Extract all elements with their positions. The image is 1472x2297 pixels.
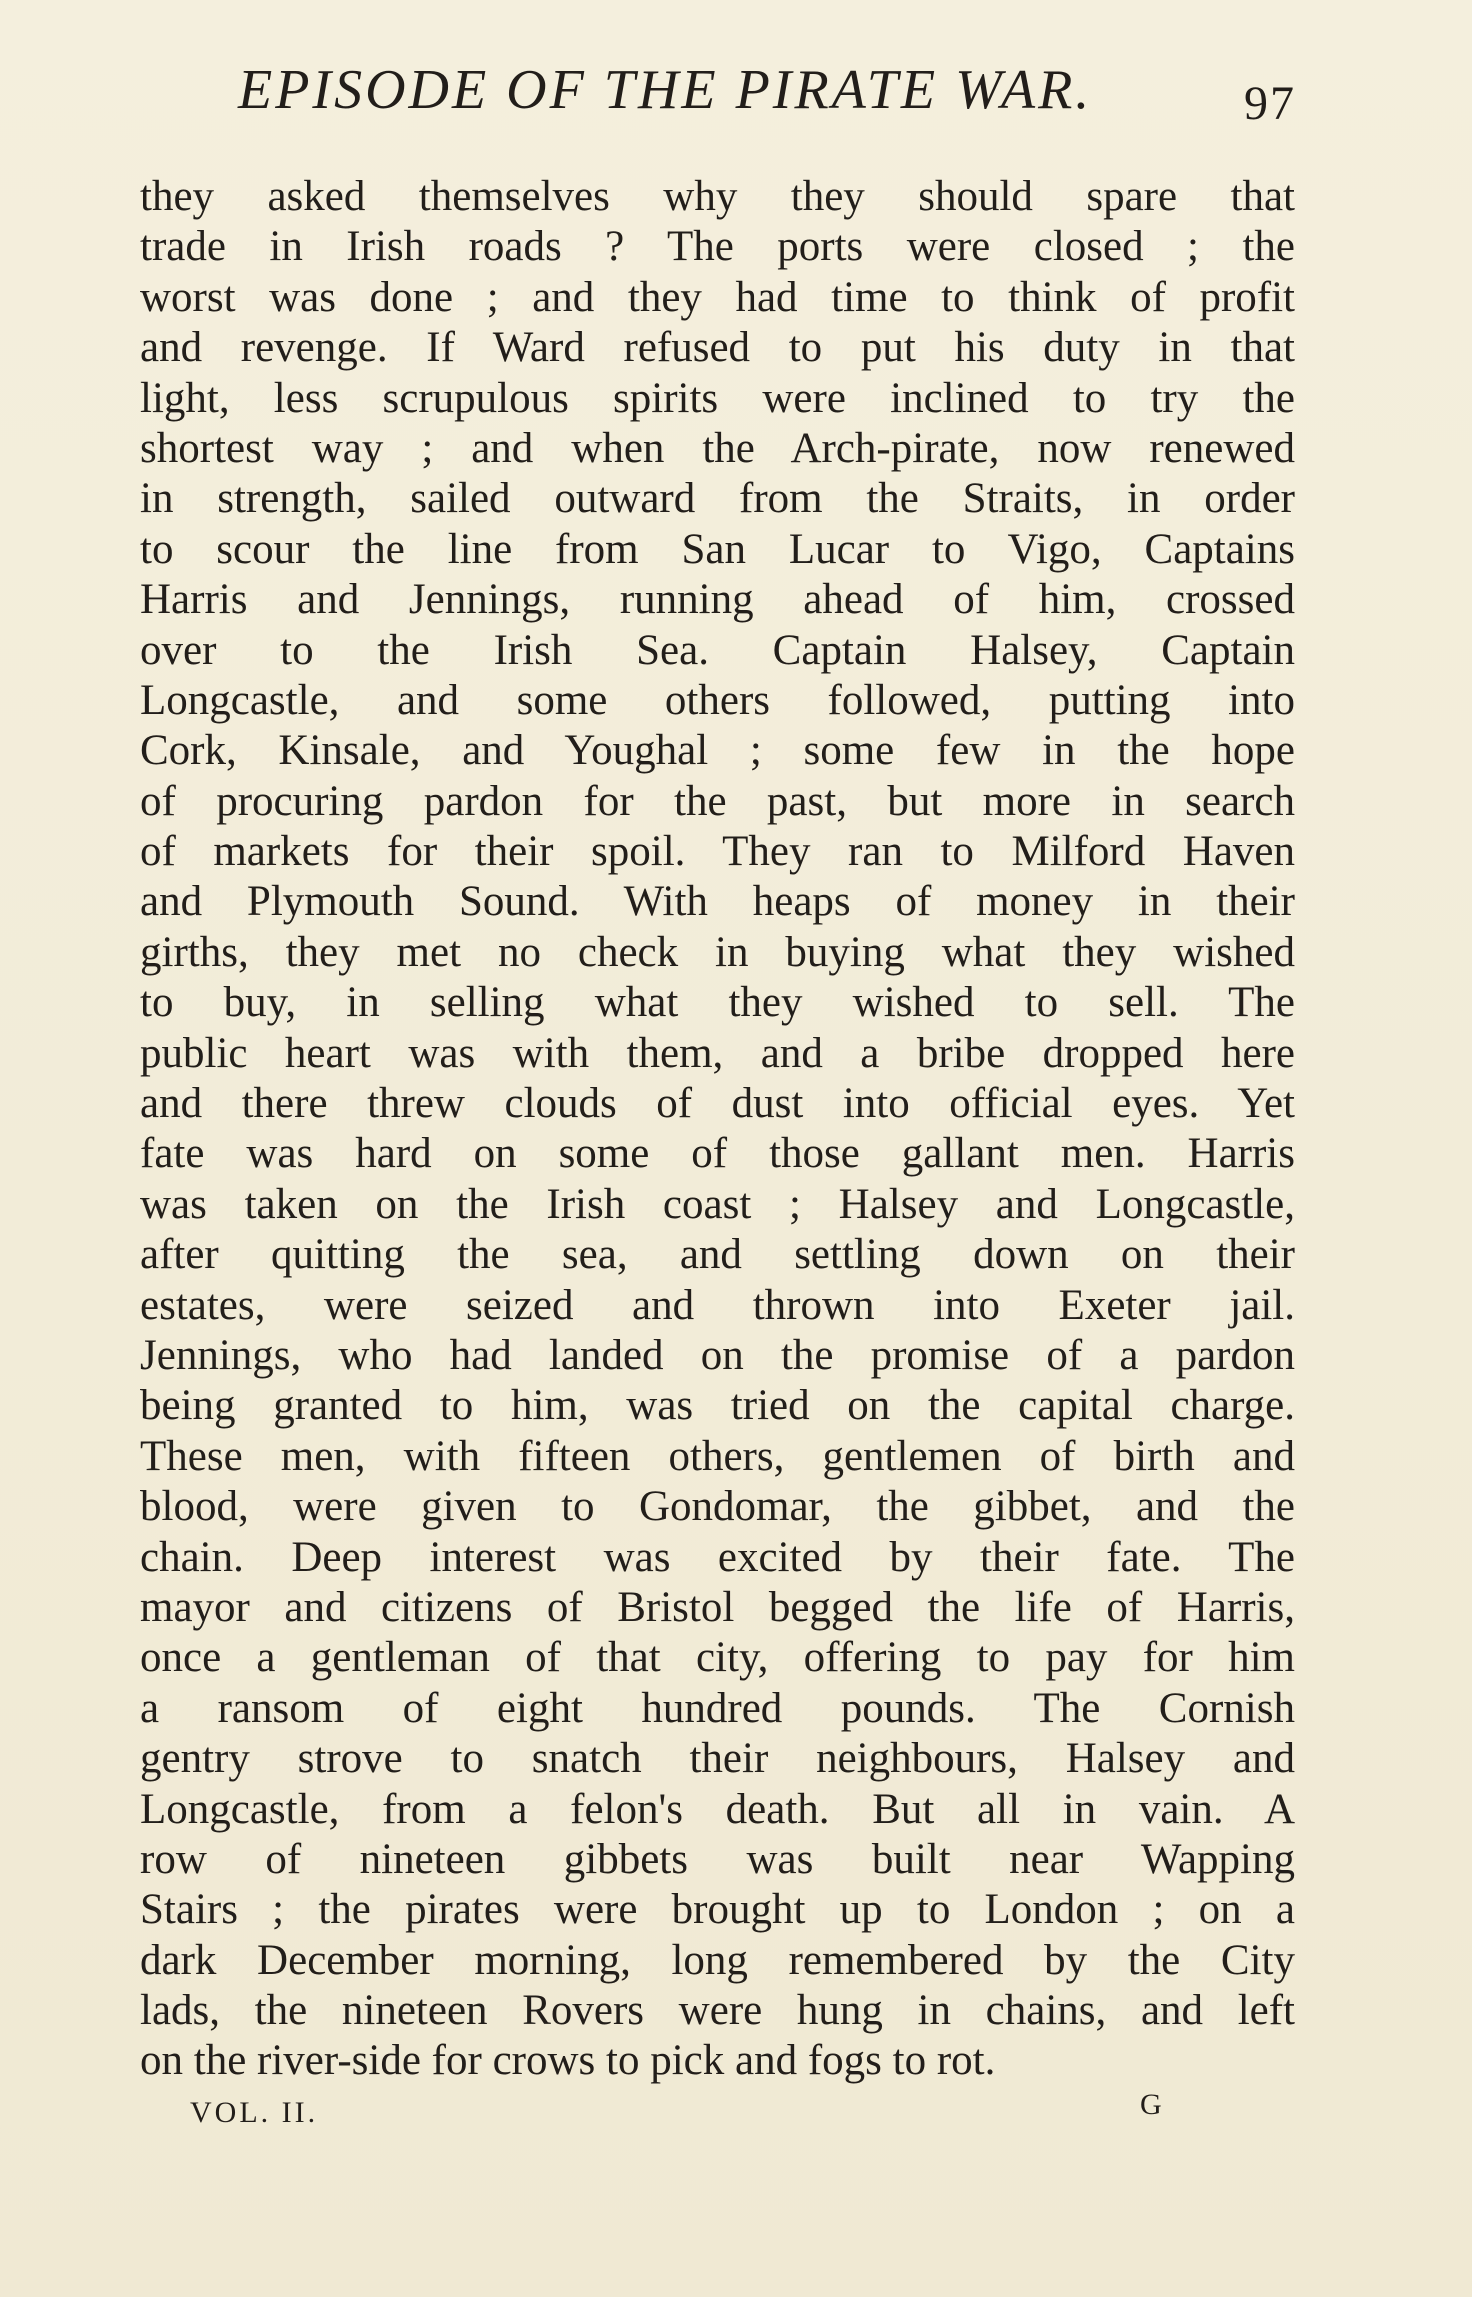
text-line: Harris and Jennings, running ahead of him, crossed bbox=[140, 576, 1295, 624]
text-line: being granted to him, was tried on the capital charge. bbox=[140, 1382, 1295, 1430]
text-line: lads, the nineteen Rovers were hung in chains, and left bbox=[140, 1987, 1295, 2035]
text-line: of procuring pardon for the past, but more in search bbox=[140, 777, 1295, 825]
text-line: public heart was with them, and a bribe dropped here bbox=[140, 1029, 1295, 1077]
text-line: a ransom of eight hundred pounds. The Cornish bbox=[140, 1684, 1295, 1732]
text-line: was taken on the Irish coast ; Halsey and Longcastle, bbox=[140, 1180, 1295, 1228]
text-line: and there threw clouds of dust into official eyes. Yet bbox=[140, 1080, 1295, 1128]
text-line: after quitting the sea, and settling down on their bbox=[140, 1231, 1295, 1279]
text-line: estates, were seized and thrown into Exeter jail. bbox=[140, 1281, 1295, 1329]
text-line: once a gentleman of that city, offering to pay for him bbox=[140, 1634, 1295, 1682]
text-line: to scour the line from San Lucar to Vigo, Captains bbox=[140, 525, 1295, 573]
text-line: fate was hard on some of those gallant men. Harris bbox=[140, 1130, 1295, 1178]
text-line: girths, they met no check in buying what they wished bbox=[140, 928, 1295, 976]
running-title: EPISODE OF THE PIRATE WAR. bbox=[238, 59, 1093, 121]
text-line: Cork, Kinsale, and Youghal ; some few in the hope bbox=[140, 727, 1295, 775]
text-line: shortest way ; and when the Arch-pirate, now renewed bbox=[140, 424, 1295, 472]
text-line: and revenge. If Ward refused to put his duty in that bbox=[140, 324, 1295, 372]
volume-marker: VOL. II. bbox=[190, 2096, 319, 2129]
text-line: in strength, sailed outward from the Straits, in order bbox=[140, 475, 1295, 523]
text-line: Jennings, who had landed on the promise of a pardon bbox=[140, 1331, 1295, 1379]
page-number: 97 bbox=[1244, 77, 1296, 130]
text-line: dark December morning, long remembered by the City bbox=[140, 1936, 1295, 1984]
text-line: on the river-side for crows to pick and fogs to rot. bbox=[140, 2037, 996, 2085]
text-line: light, less scrupulous spirits were inclined to try the bbox=[140, 374, 1295, 422]
text-line: and Plymouth Sound. With heaps of money in their bbox=[140, 878, 1295, 926]
text-line: blood, were given to Gondomar, the gibbet, and the bbox=[140, 1483, 1295, 1531]
text-line: worst was done ; and they had time to think of profit bbox=[140, 273, 1295, 321]
text-line: of markets for their spoil. They ran to Milford Haven bbox=[140, 828, 1295, 876]
text-line: mayor and citizens of Bristol begged the life of Harris, bbox=[140, 1583, 1295, 1631]
text-line: Longcastle, from a felon's death. But all in vain. A bbox=[140, 1785, 1295, 1833]
text-line: Stairs ; the pirates were brought up to London ; on a bbox=[140, 1886, 1295, 1934]
text-line: they asked themselves why they should spare that bbox=[140, 173, 1295, 220]
signature-mark: G bbox=[1140, 2088, 1162, 2121]
text-line: Longcastle, and some others followed, putting into bbox=[140, 676, 1295, 724]
text-line: These men, with fifteen others, gentlemen of birth and bbox=[140, 1432, 1295, 1480]
text-line: trade in Irish roads ? The ports were closed ; the bbox=[140, 223, 1295, 271]
text-line: to buy, in selling what they wished to sell. The bbox=[140, 979, 1295, 1027]
text-line: gentry strove to snatch their neighbours, Halsey and bbox=[140, 1735, 1295, 1783]
body-text bbox=[140, 172, 1295, 2087]
text-line: row of nineteen gibbets was built near Wapping bbox=[140, 1835, 1295, 1883]
text-line: chain. Deep interest was excited by their fate. The bbox=[140, 1533, 1295, 1581]
text-line: over to the Irish Sea. Captain Halsey, Captain bbox=[140, 626, 1295, 674]
